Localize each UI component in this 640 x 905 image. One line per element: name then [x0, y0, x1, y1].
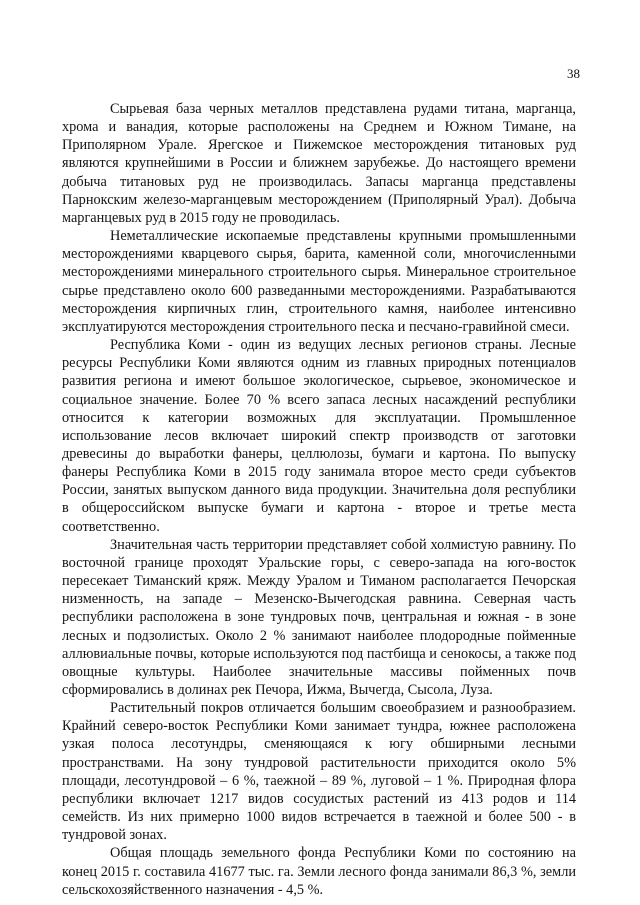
paragraph-ferrous-metals: Сырьевая база черных металлов представлена рудами титана, марганца, хрома и ванадия, которые расположены на Среднем и Южном Тимане, на Приполярном Урале. Ярегское и Пижемское месторождения титановых руд являются крупнейшими в России и ближнем зарубежье. До настоящего времени добыча титановых руд не производилась. Запасы марганца представлены Парнокским железо-марганцевым месторождением (Приполярный Урал). Добыча марганцевых руд в 2015 году не проводилась.	[62, 101, 576, 226]
paragraph-land-fund: Общая площадь земельного фонда Республики Коми по состоянию на конец 2015 г. составила 41677 тыс. га. Земли лесного фонда занимали 86,3 %, земли сельскохозяйственного назначения - 4,5 %.	[62, 845, 576, 898]
page-number: 38	[567, 66, 580, 81]
paragraph-nonmetallic-minerals: Неметаллические ископаемые представлены крупными промышленными месторождениями кварцевого сырья, барита, каменной соли, многочисленными месторождениями минерального строительного сырья. Минеральное строительное сырье представлено около 600 разведанными месторождениями. Разрабатываются месторождения кирпичных глин, строительного камня, наиболее интенсивно эксплуатируются месторождения строительного песка и песчано-гравийной смеси.	[62, 228, 576, 335]
paragraph-territory-relief: Значительная часть территории представляет собой холмистую равнину. По восточной границе проходят Уральские горы, с северо-запада на юго-восток пересекает Тиманский кряж. Между Уралом и Тиманом располагается Печорская низменность, на западе – Мезенско-Вычегодская равнина. Северная часть республики расположена в зоне тундровых почв, центральная и южная - в зоне лесных и подзолистых. Около 2 % занимают наиболее плодородные пойменные аллювиальные почвы, которые используются под пастбища и сенокосы, а также под овощные культуры. Наиболее значительные массивы пойменных почв сформировались в долинах рек Печора, Ижма, Вычегда, Сысола, Луза.	[62, 536, 576, 698]
paragraph-forest-resources: Республика Коми - один из ведущих лесных регионов страны. Лесные ресурсы Республики Коми являются одним из главных природных потенциалов развития региона и имеют большое экологическое, сырьевое, экономическое и социальное значение. Более 70 % всего запаса лесных насаждений республики относится к категории возможных для эксплуатации. Промышленное использование лесов включает широкий спектр производств от заготовки древесины до выработки фанеры, целлюлозы, бумаги и картона. По выпуску фанеры Республика Коми в 2015 году занимала второе место среди субъектов России, занятых выпуском данного вида продукции. Значительна доля республики в общероссийском выпуске бумаги и картона - второе и третье места соответственно.	[62, 337, 576, 535]
body-text	[62, 100, 576, 899]
paragraph-vegetation: Растительный покров отличается большим своеобразием и разнообразием. Крайний северо-восток Республики Коми занимает тундра, южнее расположена узкая полоса лесотундры, сменяющаяся к югу обширными лесными пространствами. На зону тундровой растительности приходится около 5% площади, лесотундровой – 6 %, таежной – 89 %, луговой – 1 %. Природная флора республики включает 1217 видов сосудистых растений из 413 родов и 114 семейств. Из них примерно 1000 видов встречается в таежной и более 500 - в тундровой зонах.	[62, 700, 576, 844]
